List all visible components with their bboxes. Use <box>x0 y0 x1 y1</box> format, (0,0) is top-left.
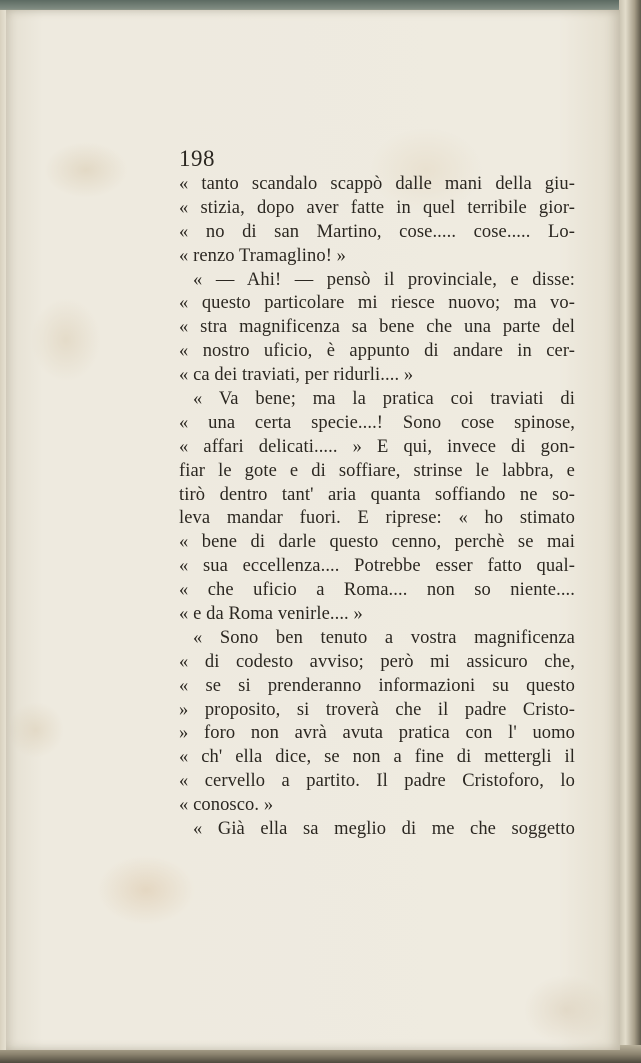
text-line: « bene di darle questo cenno, perchè se mai <box>179 532 575 553</box>
text-line: « di codesto avviso; però mi assicuro che, <box>179 651 575 672</box>
text-line: « affari delicati..... » E qui, invece di gon- <box>179 436 575 457</box>
text-line: « stra magnificenza sa bene che una parte del <box>179 317 575 338</box>
text-line: « — Ahi! — pensò il provinciale, e disse: <box>193 269 575 290</box>
book-cover-right-edge <box>619 0 641 1063</box>
text-line: leva mandar fuori. E riprese: « ho stimato <box>179 508 575 529</box>
text-line: « Sono ben tenuto a vostra magnificenza <box>193 627 575 648</box>
text-line: « Va bene; ma la pratica coi traviati di <box>193 389 575 410</box>
text-line: « stizia, dopo aver fatte in quel terribile gior- <box>179 197 575 218</box>
text-line: « una certa specie....! Sono cose spinose, <box>179 412 575 433</box>
text-line: » foro non avrà avuta pratica con l' uomo <box>179 723 575 744</box>
text-line: « ca dei traviati, per ridurli.... » <box>179 365 414 386</box>
text-line: « questo particolare mi riesce nuovo; ma vo- <box>179 293 575 314</box>
text-line: « no di san Martino, cose..... cose..... Lo- <box>179 221 575 242</box>
text-line: « che uficio a Roma.... non so niente.... <box>179 580 575 601</box>
page-number: 198 <box>179 146 215 171</box>
text-line: « se si prenderanno informazioni su questo <box>179 675 575 696</box>
text-line: fiar le gote e di soffiare, strinse le labbra, e <box>179 460 575 481</box>
text-line: « tanto scandalo scappò dalle mani della giu- <box>179 174 575 194</box>
text-line: « conosco. » <box>179 795 274 816</box>
text-line: « cervello a partito. Il padre Cristoforo, lo <box>179 771 575 792</box>
text-line: » proposito, si troverà che il padre Cristo- <box>179 699 575 720</box>
text-line: « nostro uficio, è appunto di andare in cer- <box>179 341 575 362</box>
text-line: « Già ella sa meglio di me che soggetto <box>193 819 575 840</box>
text-line: tirò dentro tant' aria quanta soffiando ne so- <box>179 484 575 505</box>
text-line: « sua eccellenza.... Potrebbe esser fatto qual- <box>179 556 575 577</box>
text-line: « e da Roma venirle.... » <box>179 604 363 625</box>
page-text-block <box>179 145 575 842</box>
text-line: « renzo Tramaglino! » <box>179 245 347 266</box>
text-line: « ch' ella dice, se non a fine di mettergli il <box>179 747 575 768</box>
